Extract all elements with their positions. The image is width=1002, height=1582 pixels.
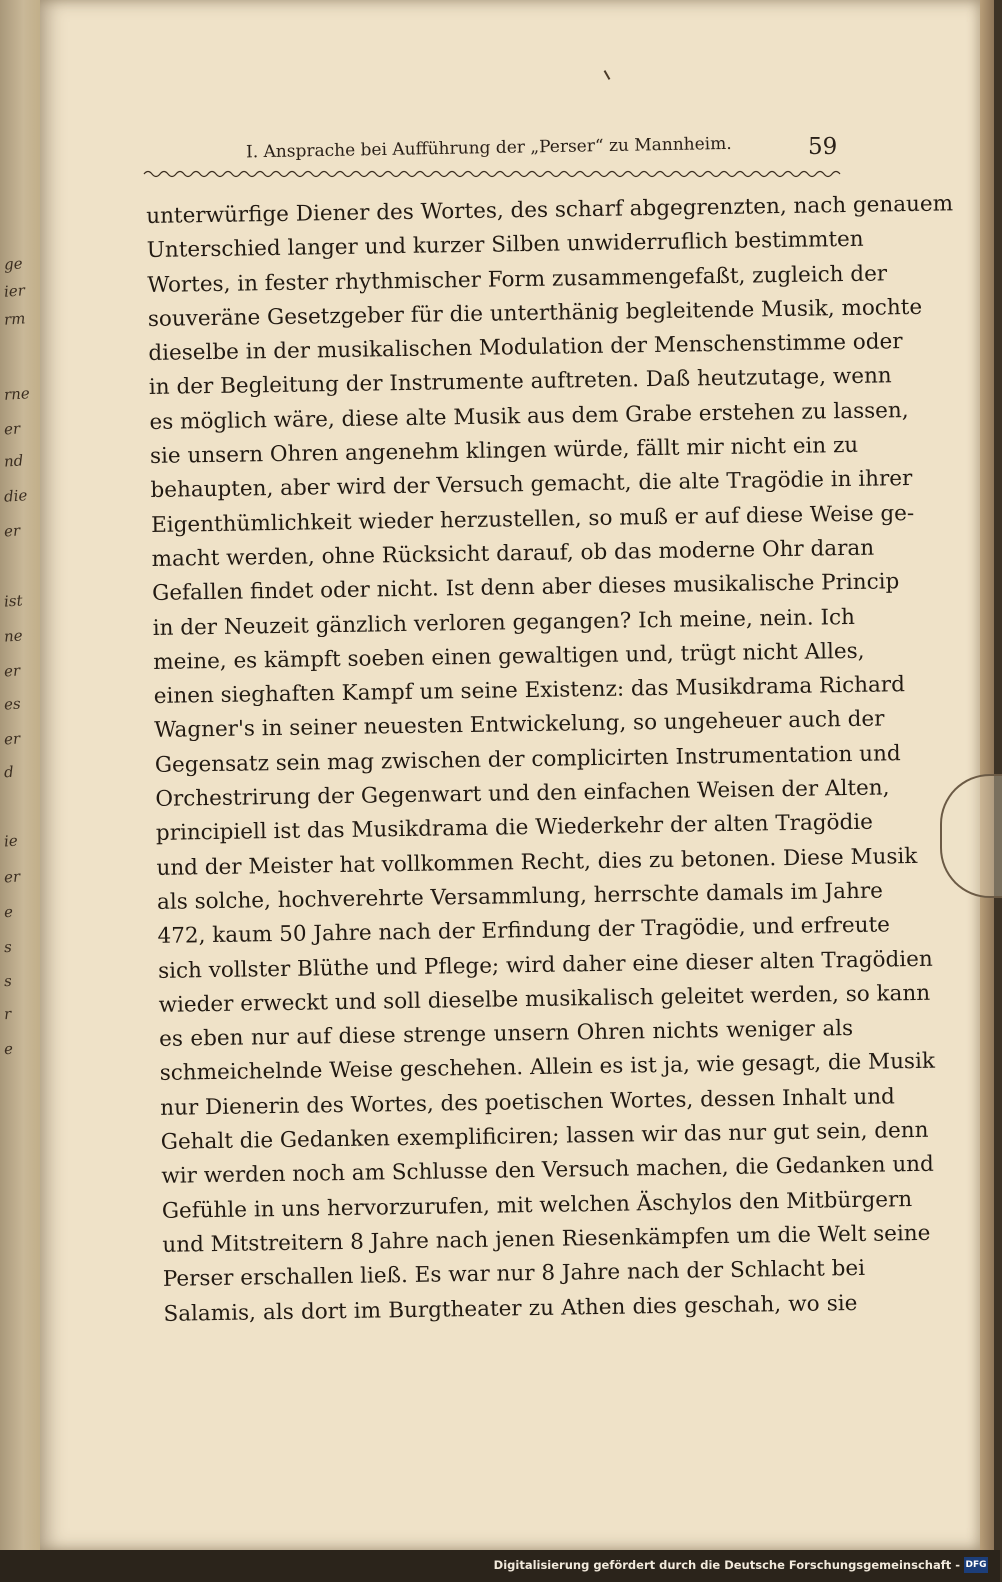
left-page-fragment: ge	[3, 254, 24, 274]
text-line: wieder erweckt und soll dieselbe musikalisch geleitet werden, so kann	[158, 980, 931, 1018]
text-line: Orchestrirung der Gegenwart und den einfachen Weisen der Alten,	[155, 775, 890, 812]
text-line: behaupten, aber wird der Versuch gemacht, die alte Tragödie in ihrer	[150, 466, 913, 504]
text-line: es möglich wäre, diese alte Musik aus dem Grabe erstehen zu lassen,	[149, 397, 909, 435]
left-page-fragment: nd	[3, 451, 24, 471]
text-line: in der Begleitung der Instrumente auftreten. Daß heutzutage, wenn	[148, 363, 892, 401]
left-page-fragment: er	[3, 729, 21, 749]
running-head: I. Ansprache bei Aufführung der „Perser“ zu Mannheim.	[245, 133, 732, 163]
text-line: 472, kaum 50 Jahre nach der Erfindung der Tragödie, und erfreute	[157, 912, 891, 950]
text-line: Unterschied langer und kurzer Silben unwiderruflich bestimmten	[146, 227, 864, 264]
left-page-fragment: er	[3, 521, 21, 541]
text-line: sie unsern Ohren angenehm klingen würde, fällt mir nicht ein zu	[149, 432, 859, 470]
body-text	[146, 189, 954, 1332]
left-page-fragment: ne	[3, 626, 24, 646]
left-page-fragment: ier	[3, 281, 26, 301]
text-line: Gegensatz sein mag zwischen der complicirten Instrumentation und	[154, 740, 901, 778]
text-line: schmeichelnde Weise geschehen. Allein es ist ja, wie gesagt, die Musik	[159, 1049, 936, 1087]
left-page-fragment: er	[3, 419, 21, 439]
text-line: Gehalt die Gedanken exemplificiren; lassen wir das nur gut sein, denn	[160, 1117, 929, 1155]
text-line: sich vollster Blüthe und Pflege; wird daher eine dieser alten Tragödien	[157, 946, 933, 984]
left-page-fragment: s	[3, 971, 13, 991]
text-line: Wagner's in seiner neuesten Entwickelung, so ungeheuer auch der	[154, 706, 885, 744]
text-line: souveräne Gesetzgeber für die unterthänig begleitende Musik, mochte	[147, 294, 923, 332]
text-line: Gefühle in uns hervorzurufen, mit welchen Äschylos den Mitbürgern	[161, 1186, 913, 1224]
text-line: als solche, hochverehrte Versammlung, herrschte damals im Jahre	[156, 878, 884, 915]
left-page-fragment: er	[3, 661, 21, 681]
text-line: Gefallen findet oder nicht. Ist denn aber dieses musikalische Princip	[151, 569, 900, 607]
text-line: und der Meister hat vollkommen Recht, dies zu betonen. Diese Musik	[156, 843, 918, 881]
left-page-fragment: ie	[3, 831, 19, 851]
left-page-fragment: d	[3, 762, 15, 782]
text-line: in der Neuzeit gänzlich verloren gegangen? Ich meine, nein. Ich	[152, 604, 856, 641]
left-page-fragment: die	[3, 486, 28, 506]
left-page-fragment: e	[3, 1039, 14, 1059]
left-page-fragment: rne	[3, 384, 31, 404]
wavy-header-rule	[144, 162, 840, 184]
funding-credit: Digitalisierung gefördert durch die Deutsche Forschungsgemeinschaft -	[493, 1558, 960, 1572]
left-page-fragment: rm	[3, 309, 27, 329]
text-line: Wortes, in fester rhythmischer Form zusammengefaßt, zugleich der	[147, 260, 888, 298]
text-line: Salamis, als dort im Burgtheater zu Athen dies geschah, wo sie	[163, 1290, 858, 1327]
text-line: wir werden noch am Schlusse den Versuch machen, die Gedanken und	[161, 1152, 935, 1190]
dfg-logo: DFG	[964, 1557, 988, 1573]
left-page-fragment: e	[3, 902, 14, 922]
text-line: nur Dienerin des Wortes, des poetischen Wortes, dessen Inhalt und	[160, 1084, 896, 1121]
text-line: dieselbe in der musikalischen Modulation der Menschenstimme oder	[148, 329, 903, 367]
left-page-fragment: es	[3, 694, 22, 714]
left-page-fragment: s	[3, 937, 13, 957]
text-line: einen sieghaften Kampf um seine Existenz: das Musikdrama Richard	[153, 672, 906, 710]
text-line: unterwürfige Diener des Wortes, des scharf abgegrenzten, nach genauem	[146, 191, 954, 229]
page-number: 59	[808, 134, 838, 160]
text-line: principiell ist das Musikdrama die Wiederkehr der alten Tragödie	[155, 810, 874, 847]
text-line: meine, es kämpft soeben einen gewaltigen und, trügt nicht Alles,	[153, 638, 865, 675]
text-line: und Mitstreitern 8 Jahre nach jenen Riesenkämpfen um die Welt seine	[162, 1220, 931, 1258]
text-line: es eben nur auf diese strenge unsern Ohren nichts weniger als	[158, 1016, 854, 1053]
left-page-fragment: er	[3, 867, 21, 887]
left-page-fragment: r	[3, 1004, 12, 1024]
text-line: macht werden, ohne Rücksicht darauf, ob das moderne Ohr daran	[151, 535, 875, 572]
text-line: Perser erschallen ließ. Es war nur 8 Jahre nach der Schlacht bei	[162, 1256, 866, 1293]
text-line: Eigenthümlichkeit wieder herzustellen, so muß er auf diese Weise ge-	[150, 500, 915, 538]
left-page-fragment: ist	[3, 591, 24, 611]
